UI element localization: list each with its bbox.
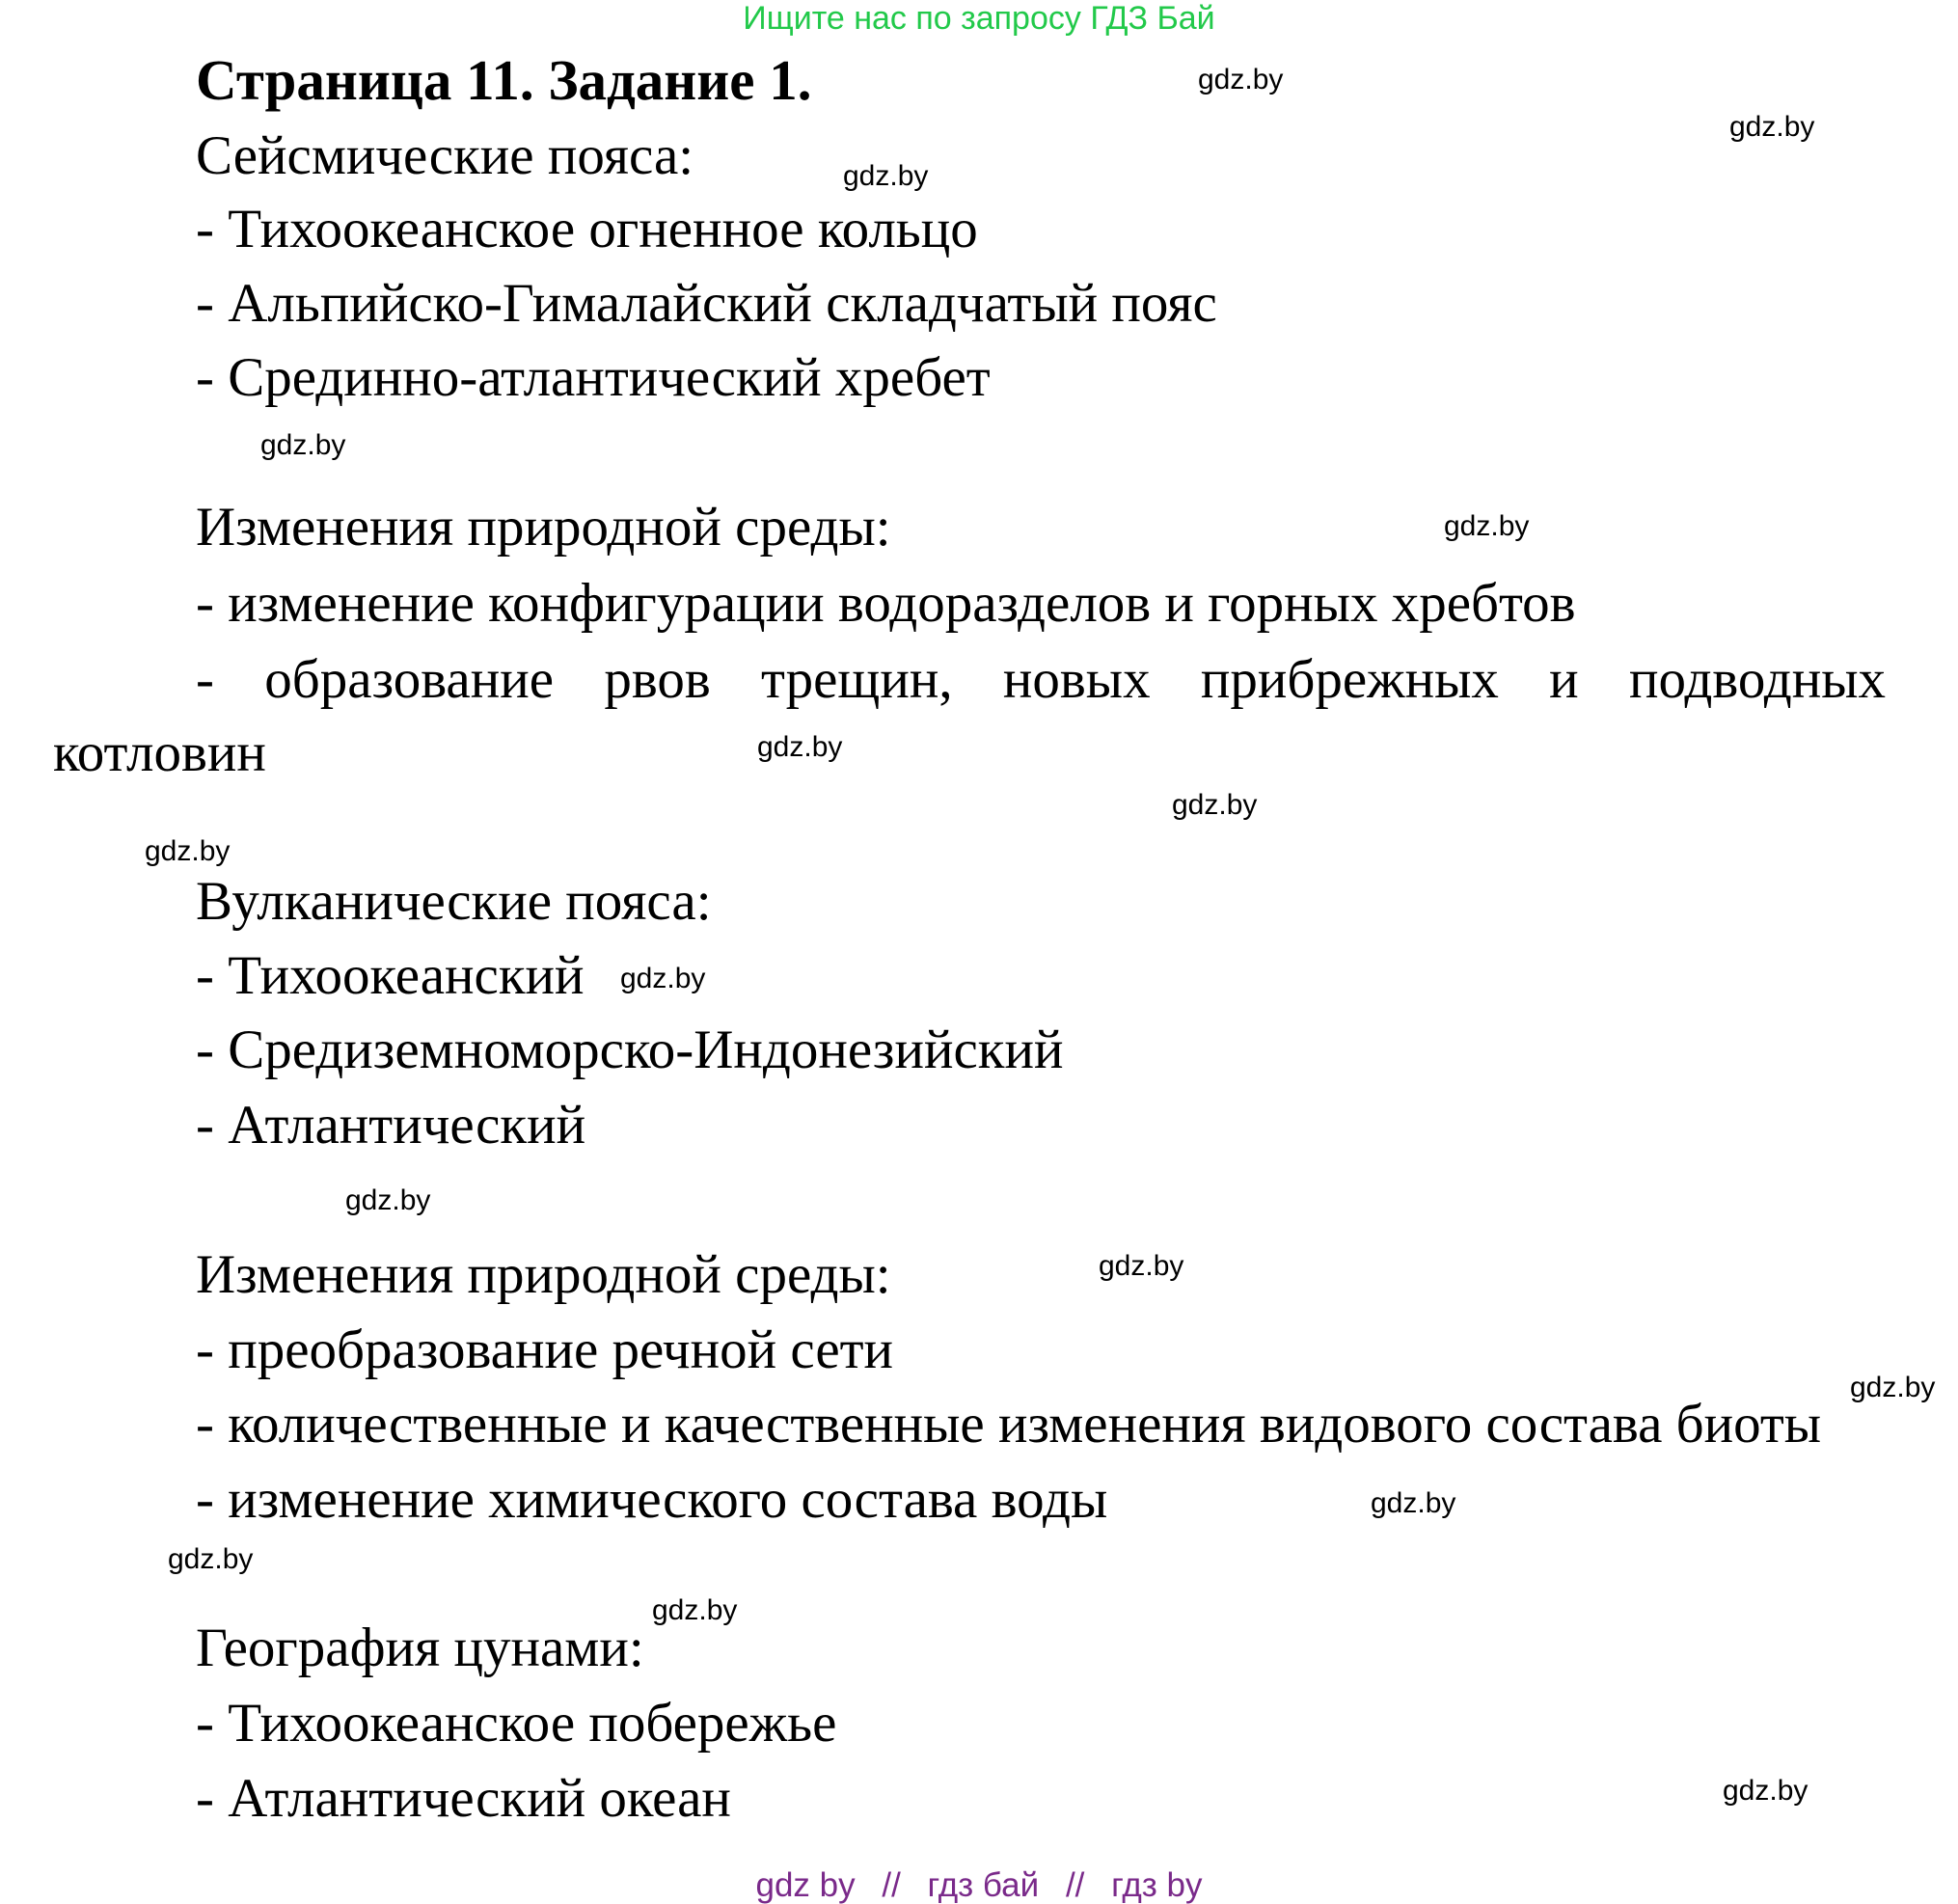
watermark: gdz.by — [1099, 1250, 1184, 1282]
watermark: gdz.by — [1371, 1487, 1456, 1519]
word: - — [196, 649, 214, 710]
list-item: - Альпийско-Гималайский складчатый пояс — [196, 273, 1217, 334]
list-item: - Тихоокеанский — [196, 945, 585, 1006]
section-heading-environment-changes: Изменения природной среды: — [196, 497, 891, 558]
section-heading-volcanic-belts: Вулканические пояса: — [196, 871, 712, 932]
justified-list-item — [196, 649, 1886, 710]
footer-link-gdz-by-cyr[interactable]: гдз by — [1111, 1866, 1203, 1904]
watermark: gdz.by — [1444, 510, 1530, 542]
watermark: gdz.by — [652, 1594, 738, 1626]
list-item: - изменение конфигурации водоразделов и горных хребтов — [196, 573, 1576, 634]
footer-separator: // — [882, 1866, 901, 1904]
watermark: gdz.by — [168, 1543, 254, 1575]
word: трещин, — [761, 649, 953, 710]
list-item: - Средиземноморско-Индонезийский — [196, 1020, 1064, 1080]
word: и — [1549, 649, 1579, 710]
word: прибрежных — [1200, 649, 1499, 710]
watermark: gdz.by — [620, 963, 706, 994]
list-item: - количественные и качественные изменения видового состава биоты — [196, 1394, 1822, 1455]
section-heading-environment-changes: Изменения природной среды: — [196, 1244, 891, 1305]
list-item: - Тихоокеанское побережье — [196, 1693, 837, 1754]
word: новых — [1002, 649, 1151, 710]
list-item: - изменение химического состава воды — [196, 1469, 1108, 1530]
list-item-continuation: котловин — [53, 722, 266, 783]
footer-separator: // — [1065, 1866, 1085, 1904]
watermark: gdz.by — [843, 160, 929, 192]
watermark: gdz.by — [1198, 64, 1284, 95]
watermark: gdz.by — [260, 429, 346, 461]
list-item: - преобразование речной сети — [196, 1319, 894, 1380]
section-heading-tsunami-geography: География цунами: — [196, 1618, 644, 1678]
list-item: - Атлантический — [196, 1095, 586, 1156]
list-item: - Тихоокеанское огненное кольцо — [196, 199, 978, 259]
watermark: gdz.by — [1172, 789, 1258, 821]
watermark: gdz.by — [1850, 1372, 1936, 1403]
footer-links — [0, 1868, 1958, 1902]
word: образование — [264, 649, 555, 710]
search-promo-link[interactable]: Ищите нас по запросу ГДЗ Бай — [743, 0, 1215, 37]
section-heading-seismic-belts: Сейсмические пояса: — [196, 125, 694, 186]
list-item: - Срединно-атлантический хребет — [196, 347, 991, 408]
word: подводных — [1628, 649, 1886, 710]
list-item: - Атлантический океан — [196, 1768, 731, 1829]
word: рвов — [604, 649, 711, 710]
footer-link-gdz-bai[interactable]: гдз бай — [927, 1866, 1040, 1904]
page-title: Страница 11. Задание 1. — [196, 48, 812, 112]
watermark: gdz.by — [757, 731, 843, 763]
footer-link-gdz-by[interactable]: gdz by — [755, 1866, 856, 1904]
watermark: gdz.by — [145, 835, 231, 867]
watermark: gdz.by — [1729, 111, 1815, 143]
watermark: gdz.by — [1723, 1775, 1808, 1807]
watermark: gdz.by — [345, 1184, 431, 1216]
